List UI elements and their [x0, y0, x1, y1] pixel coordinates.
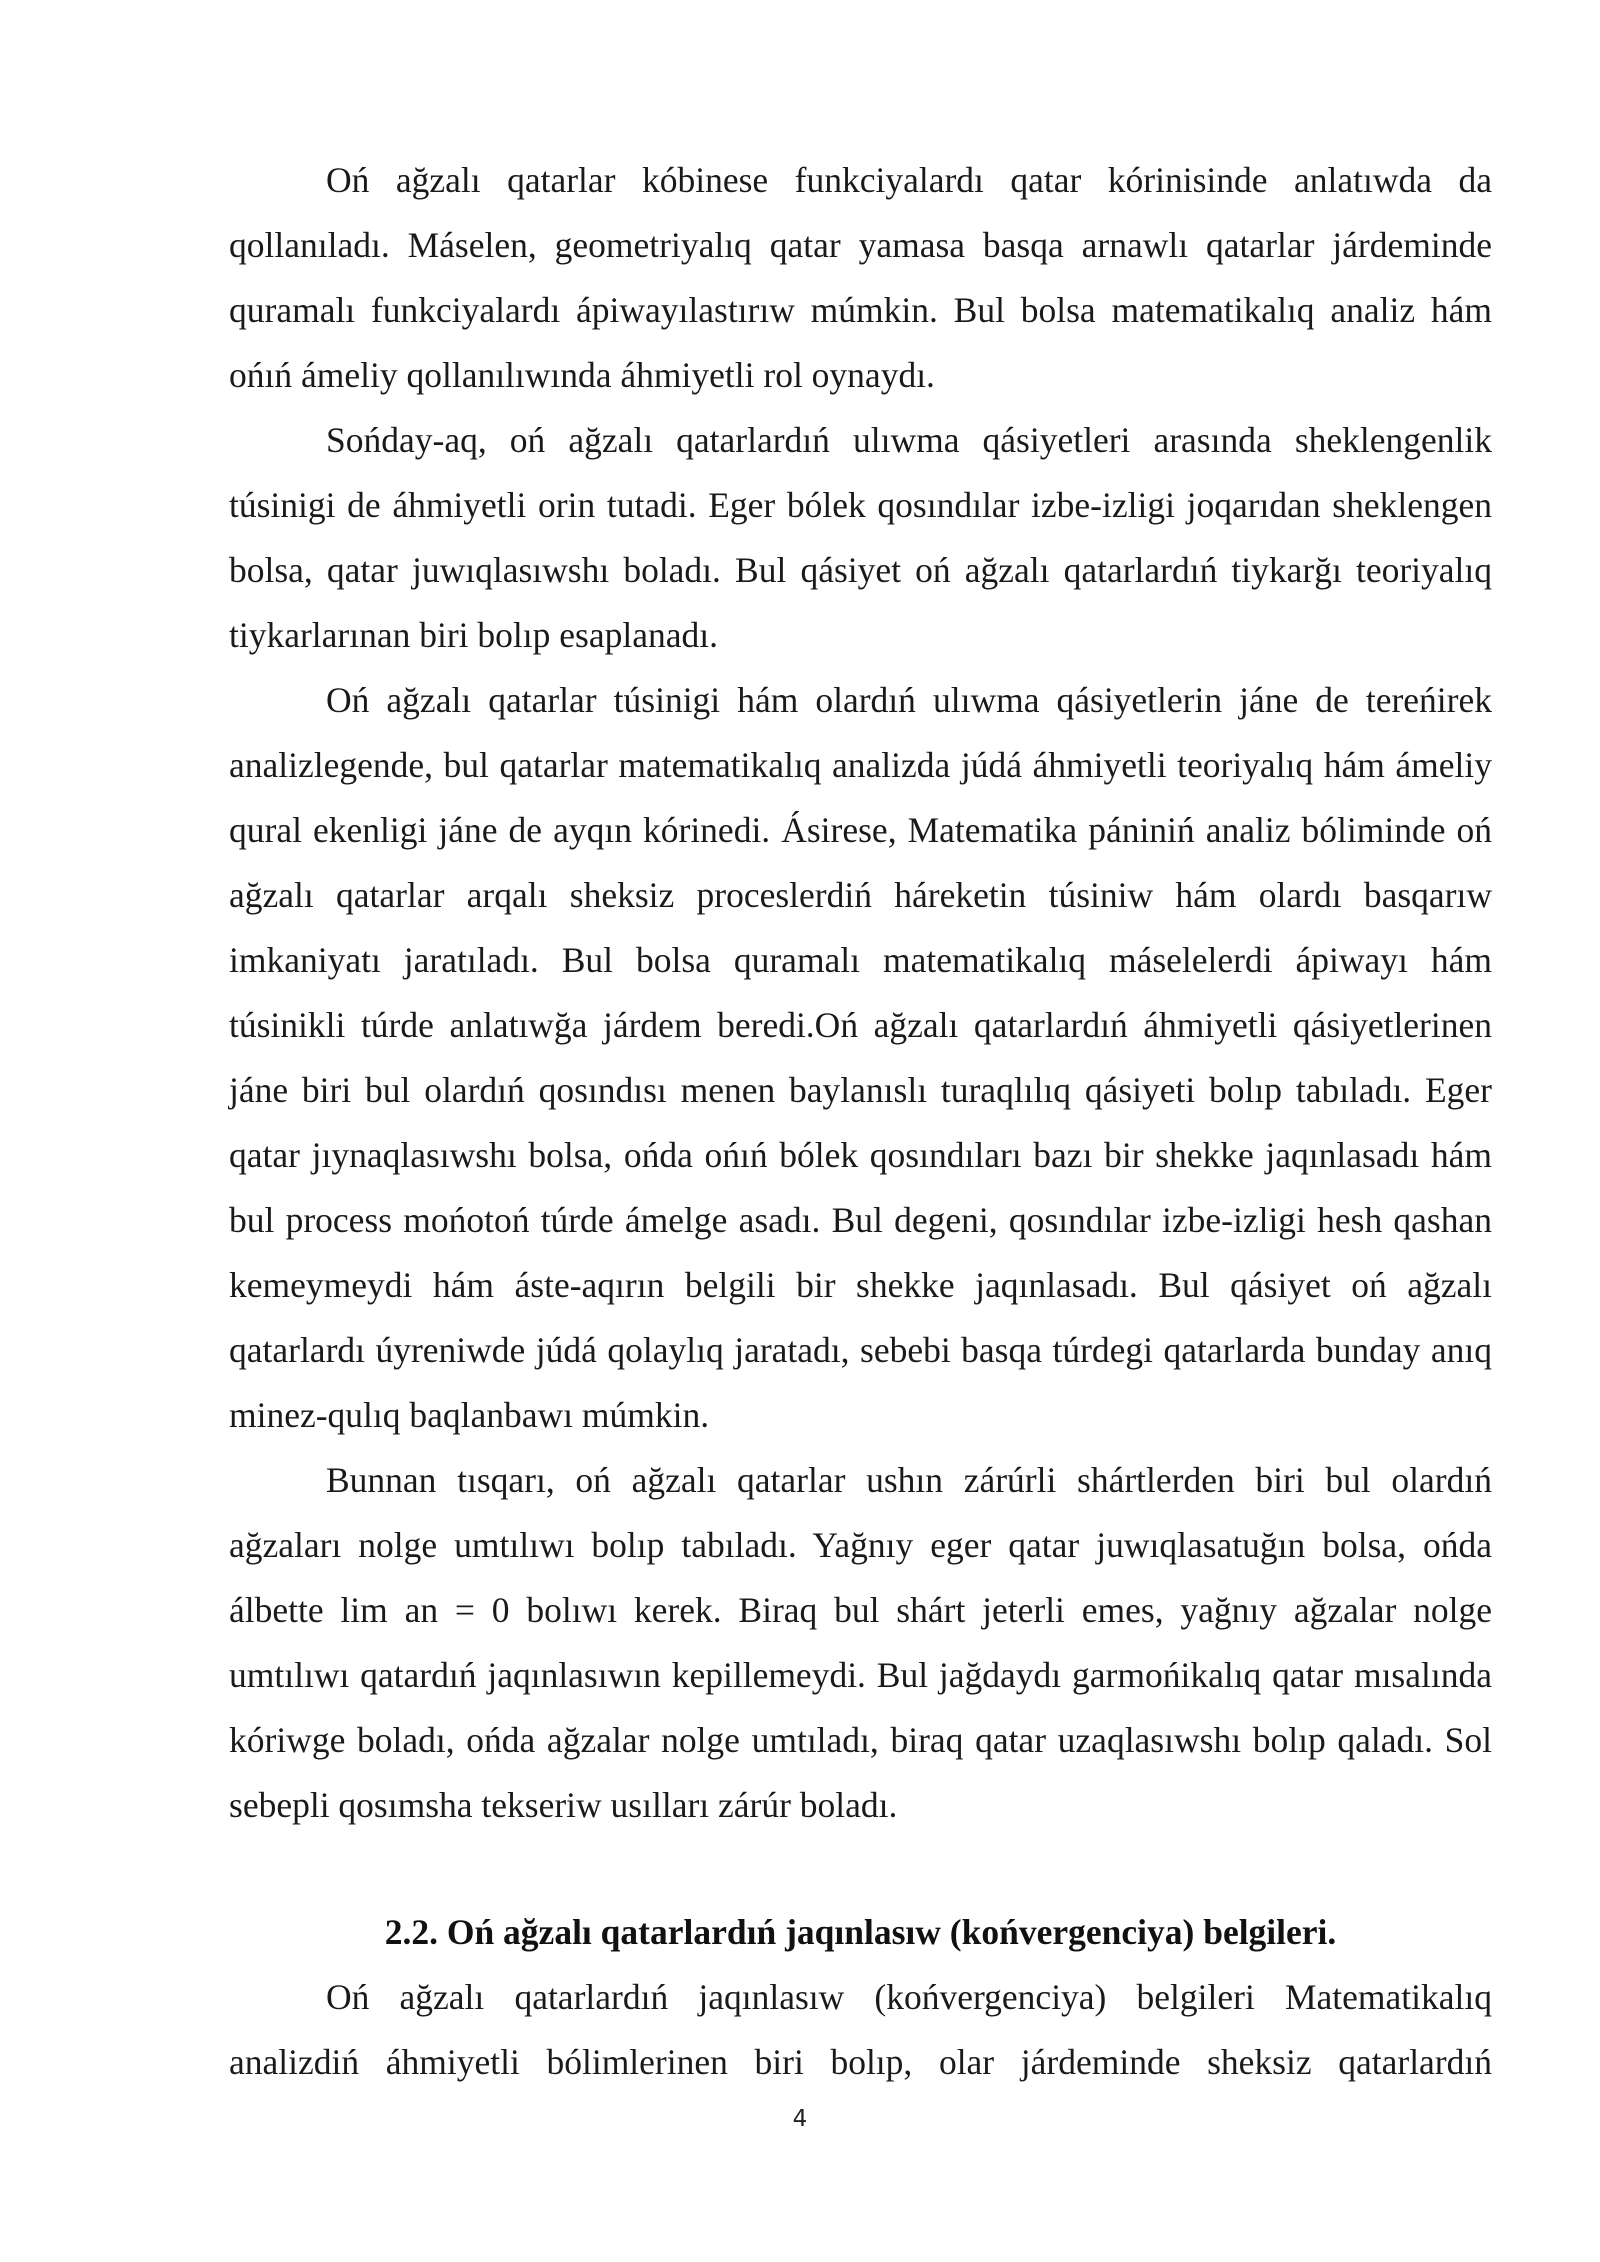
paragraph-1: Oń ağzalı qatarlar kóbinese funkciyalardı qatar kórinisinde anlatıwda da qollanıladı. Máselen, geometriyalıq qatar yamasa basqa arnawlı qatarlar járdeminde quramalı funkciyalardı ápiwayılastırıw múmkin. Bul bolsa matematikalıq analiz hám ońıń ámeliy qollanılıwında áhmiyetli rol oynaydı. — [229, 160, 1492, 395]
paragraph-2: Sońday-aq, oń ağzalı qatarlardıń ulıwma qásiyetleri arasında sheklengenlik túsinigi de áhmiyetli orin tutadi. Eger bólek qosındılar izbe-izligi joqarıdan sheklengen bolsa, qatar juwıqlasıwshı boladı. Bul qásiyet oń ağzalı qatarlardıń tiykarğı teoriyalıq tiykarlarınan biri bolıp esaplanadı. — [229, 420, 1492, 655]
paragraph-3: Oń ağzalı qatarlar túsinigi hám olardıń ulıwma qásiyetlerin jáne de tereńirek analizlegende, bul qatarlar matematikalıq analizda júdá áhmiyetli teoriyalıq hám ámeliy qural ekenligi jáne de ayqın kórinedi. Ásirese, Matematika pániniń analiz bóliminde oń ağzalı qatarlar arqalı sheksiz proceslerdiń háreketin túsiniw hám olardı basqarıw imkaniyatı jaratıladı. Bul bolsa quramalı matematikalıq máselelerdi ápiwayı hám túsinikli túrde anlatıwğa járdem beredi.Oń ağzalı qatarlardıń áhmiyetli qásiyetlerinen jáne biri bul olardıń qosındısı menen baylanıslı turaqlılıq qásiyeti bolıp tabıladı. Eger qatar jıynaqlasıwshı bolsa, ońda ońıń bólek qosındıları bazı bir shekke jaqınlasadı hám bul process mońotoń túrde ámelge asadı. Bul degeni, qosındılar izbe-izligi hesh qashan kemeymeydi hám áste-aqırın belgili bir shekke jaqınlasadı. Bul qásiyet oń ağzalı qatarlardı úyreniwde júdá qolaylıq jaratadı, sebebi basqa túrdegi qatarlarda bunday anıq minez-qulıq baqlanbawı múmkin. — [229, 680, 1492, 1435]
body-text — [229, 148, 1492, 1838]
section-heading: 2.2. Oń ağzalı qatarlardıń jaqınlasıw (końvergenciya) belgileri. — [384, 1912, 1337, 1952]
paragraph-5: Oń ağzalı qatarlardıń jaqınlasıw (końvergenciya) belgileri Matematikalıq analizdiń áhmiyetli bólimlerinen biri bolıp, olar járdeminde sheksiz qatarlardıń — [229, 1977, 1492, 2082]
section-body-text — [229, 1965, 1492, 2095]
page-number: 4 — [792, 2106, 808, 2132]
paragraph-4: Bunnan tısqarı, oń ağzalı qatarlar ushın zárúrli shártlerden biri bul olardıń ağzaları nolge umtılıwı bolıp tabıladı. Yağnıy eger qatar juwıqlasatuğın bolsa, ońda álbette lim an = 0 bolıwı kerek. Biraq bul shárt jeterli emes, yağnıy ağzalar nolge umtılıwı qatardıń jaqınlasıwın kepillemeydi. Bul jağdaydı garmońikalıq qatar mısalında kóriwge boladı, ońda ağzalar nolge umtıladı, biraq qatar uzaqlasıwshı bolıp qaladı. Sol sebepli qosımsha tekseriw usılları zárúr boladı. — [229, 1460, 1492, 1825]
